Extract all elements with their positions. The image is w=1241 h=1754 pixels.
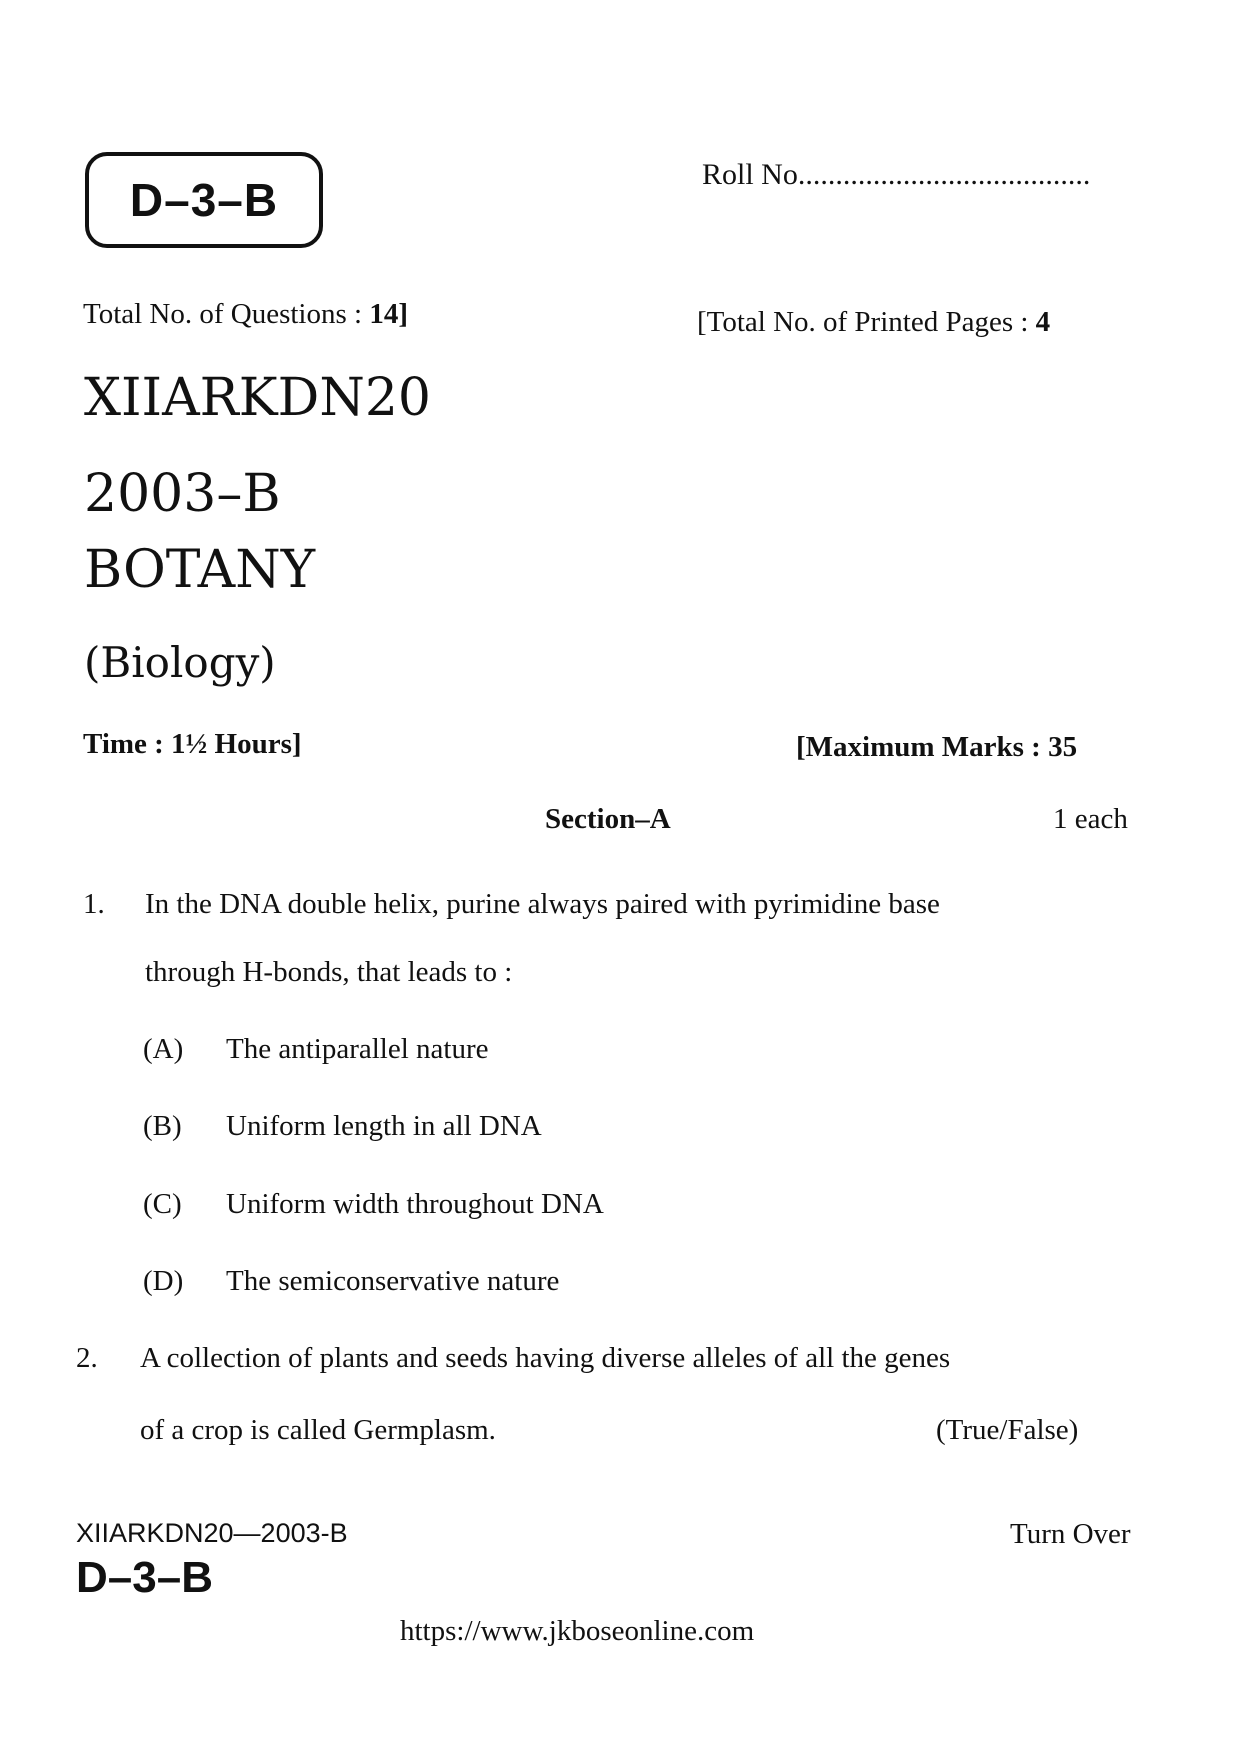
printed-pages-label: [Total No. of Printed Pages : xyxy=(697,306,1036,338)
paper-code-box xyxy=(85,152,323,248)
subject-title: BOTANY xyxy=(84,540,316,600)
footer-paper-code: D–3–B xyxy=(76,1553,213,1602)
section-marks: 1 each xyxy=(1053,803,1128,835)
option-label: (D) xyxy=(143,1265,184,1297)
question-text-line: In the DNA double helix, purine always paired with pyrimidine base xyxy=(145,888,940,920)
time-allowed: Time : 1½ Hours] xyxy=(83,728,302,760)
roll-number-field: Roll No....................................... xyxy=(702,158,1091,191)
option-label: (B) xyxy=(143,1110,182,1142)
option-text: Uniform width throughout DNA xyxy=(226,1188,604,1220)
subject-subtitle: (Biology) xyxy=(84,638,276,687)
question-text-line: through H-bonds, that leads to : xyxy=(145,956,513,988)
option-text: Uniform length in all DNA xyxy=(226,1110,542,1142)
footer-url: https://www.jkboseonline.com xyxy=(400,1615,755,1647)
exam-code: XIIARKDN20 xyxy=(84,368,432,428)
footer-exam-code: XIIARKDN20—2003-B xyxy=(76,1518,348,1548)
question-text-line: of a crop is called Germplasm. xyxy=(140,1414,496,1446)
section-title: Section–A xyxy=(545,803,671,835)
maximum-marks: [Maximum Marks : 35 xyxy=(796,731,1078,763)
printed-pages xyxy=(697,306,1050,339)
option-label: (A) xyxy=(143,1033,184,1065)
printed-pages-value: 4 xyxy=(1035,306,1051,338)
total-questions-label: Total No. of Questions : xyxy=(83,298,370,330)
total-questions xyxy=(83,298,408,331)
question-number: 2. xyxy=(76,1342,98,1374)
option-text: The antiparallel nature xyxy=(226,1033,489,1065)
paper-code: D–3–B xyxy=(129,174,279,226)
true-false-tag: (True/False) xyxy=(936,1414,1079,1446)
option-label: (C) xyxy=(143,1188,182,1220)
turn-over-note: Turn Over xyxy=(1010,1518,1131,1550)
question-number: 1. xyxy=(83,888,105,920)
total-questions-value: 14] xyxy=(369,298,409,330)
option-text: The semiconservative nature xyxy=(226,1265,560,1297)
question-text-line: A collection of plants and seeds having diverse alleles of all the genes xyxy=(140,1342,951,1374)
paper-number: 2003–B xyxy=(84,464,281,524)
